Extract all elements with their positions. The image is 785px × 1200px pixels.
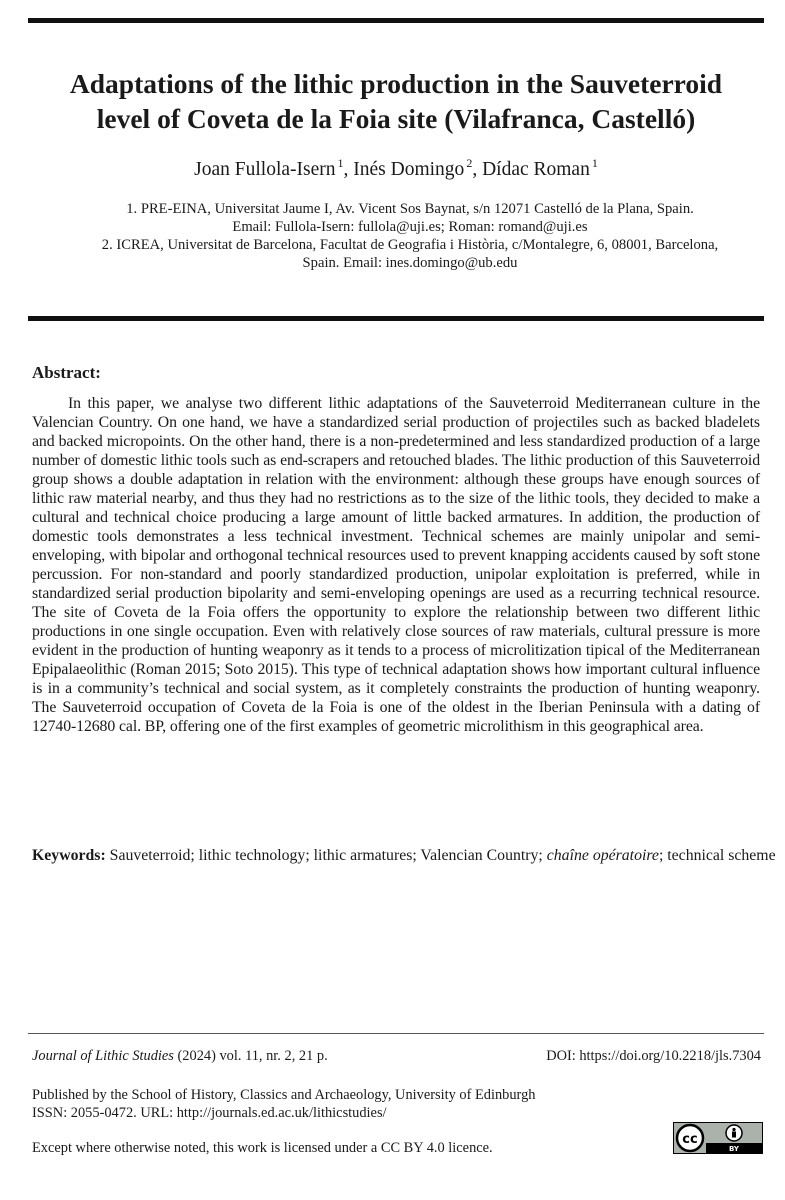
affiliation-line: Spain. Email: ines.domingo@ub.edu	[302, 255, 518, 271]
keywords-label: Keywords:	[32, 847, 106, 864]
affiliation-line: Email: Fullola-Isern: fullola@uji.es; Roman: romand@uji.es	[232, 219, 588, 235]
paper-title	[28, 66, 764, 136]
keywords-text: Sauveterroid; lithic technology; lithic armatures; Valencian Country;	[109, 847, 543, 864]
abstract-heading: Abstract:	[32, 363, 101, 382]
issn-url-line[interactable]: ISSN: 2055-0472. URL: http://journals.ed.ac.uk/lithicstudies/	[32, 1105, 387, 1121]
keywords-italic-term: chaîne opératoire	[546, 847, 659, 864]
abstract-text: In this paper, we analyse two different lithic adaptations of the Sauveterroid Mediterranean culture in the Valencian Country. On one hand, we have a standardized serial production of projectiles such as backed bladelets and backed micropoints. On the other hand, there is a non-predetermined and less standardized production of a large number of domestic lithic tools such as end-scrapers and retouched blades. The lithic production of this Sauveterroid group shows a double adaptation in relation with the environment: although these groups have enough sources of lithic raw material nearby, and thus they had no restrictions as to the size of the lithic tools, they decided to make a cultural and technical choice producing a large amount of little backed armatures. In addition, the production of domestic tools demonstrates a less technical investment. Technical schemes are mainly unipolar and semi-enveloping, with bipolar and orthogonal technical resources used to prevent knapping accidents caused by soft stone percussion. For non-standard and poorly standardized production, unipolar exploitation is preferred, while in standardized serial production bipolarity and semi-enveloping openings are used as a recurring technical resource. The site of Coveta de la Foia offers the opportunity to explore the relationship between two different lithic productions in one single occupation. Even with relatively close sources of raw materials, cultural pressure is more evident in the production of hunting weaponry as it tends to a process of microlitization tipical of the Mediterranean Epipalaeolithic (Roman 2015; Soto 2015). This type of technical adaptation shows how important cultural influence is in a community’s technical and social system, as it completely constraints the production of hunting weaponry. The Sauveterroid occupation of Coveta de la Foia is one of the oldest in the Iberian Peninsula with a dating of 12740-12680 cal. BP, offering one of the first examples of geometric microlithism in this geographical area.	[32, 395, 760, 735]
header-rule	[28, 316, 764, 321]
author-name: Joan Fullola-Isern	[194, 159, 336, 180]
top-rule	[28, 18, 764, 23]
footer-rule	[28, 1033, 764, 1034]
title-line-1: Adaptations of the lithic production in the Sauveterroid	[69, 68, 723, 99]
journal-name: Journal of Lithic Studies	[32, 1048, 174, 1064]
cc-letters: cc	[682, 1132, 698, 1147]
affiliation-line: 1. PRE-EINA, Universitat Jaume I, Av. Vicent Sos Baynat, s/n 12071 Castelló de la Plana, Spain.	[126, 201, 694, 217]
by-label: BY	[728, 1145, 740, 1153]
title-line-2: level of Coveta de la Foia site (Vilafranca, Castelló)	[96, 103, 696, 134]
doi-link[interactable]: DOI: https://doi.org/10.2218/jls.7304	[546, 1048, 761, 1064]
licence-statement: Except where otherwise noted, this work is licensed under a CC BY 4.0 licence.	[32, 1140, 493, 1156]
keywords-separator: ;	[658, 847, 664, 864]
journal-citation	[32, 1047, 328, 1065]
author-affiliation-mark: 1	[591, 156, 598, 170]
author-affiliation-mark: 1	[337, 156, 344, 170]
author-list: Joan Fullola-Isern $^1$, Inés Domingo $^2$, Dídac Roman $^1$	[194, 156, 598, 180]
author-name: Inés Domingo	[353, 159, 465, 180]
keywords	[32, 846, 785, 865]
keywords-last: technical scheme	[667, 847, 776, 864]
affiliation-line: 2. ICREA, Universitat de Barcelona, Facultat de Geografia i Història, c/Montalegre, 6, 08001, Barcelona,	[101, 237, 719, 253]
affiliations	[60, 200, 760, 272]
publisher-line: Published by the School of History, Classics and Archaeology, University of Edinburgh	[32, 1087, 536, 1103]
cc-by-licence-icon[interactable]	[673, 1122, 763, 1154]
author-name: Dídac Roman	[482, 159, 590, 180]
journal-details: (2024) vol. 11, nr. 2, 21 p.	[177, 1048, 328, 1064]
author-affiliation-mark: 2	[466, 156, 473, 170]
